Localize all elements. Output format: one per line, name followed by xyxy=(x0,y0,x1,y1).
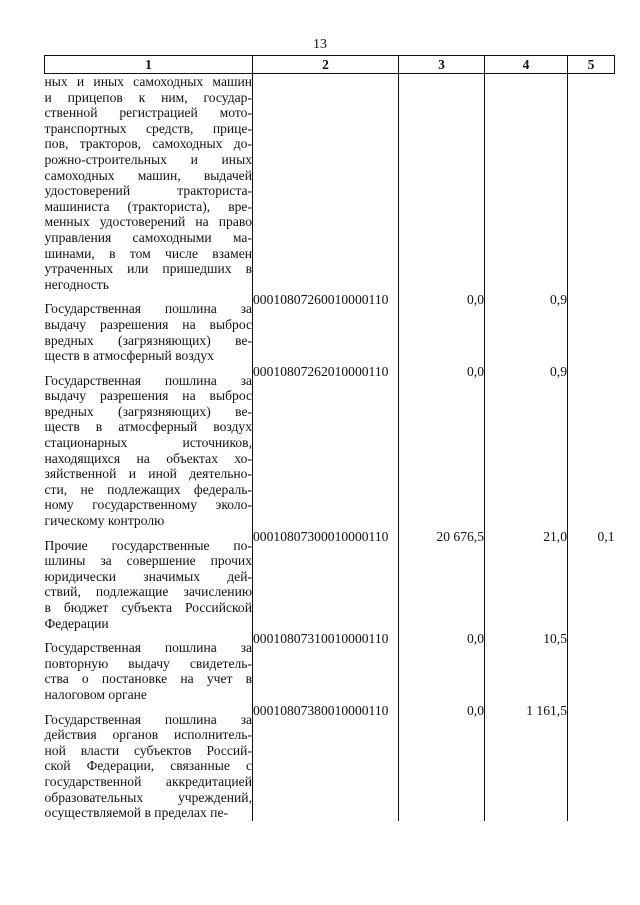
column-4-value: 1 161,5 xyxy=(485,703,568,821)
table-row xyxy=(45,703,615,821)
budget-code-cell: 00010807300010000110 xyxy=(253,529,399,632)
table-row xyxy=(45,529,615,632)
description-line: налоговом органе xyxy=(44,686,147,702)
budget-code-cell: 00010807380010000110 xyxy=(253,703,399,821)
description-line: шинами, в том числе взамен xyxy=(44,245,252,261)
table-row xyxy=(45,364,615,529)
description-line: юридически значимых дей- xyxy=(44,568,252,584)
column-4-value: 10,5 xyxy=(485,631,568,702)
column-5-value xyxy=(568,292,615,363)
description-cell xyxy=(45,631,253,702)
column-3-value: 0,0 xyxy=(399,364,485,529)
description-line: ществ в атмосферный воздух xyxy=(44,348,214,364)
column-3-value: 0,0 xyxy=(399,703,485,821)
budget-code-cell: 00010807260010000110 xyxy=(253,292,399,363)
column-5-value: 0,1 xyxy=(568,529,615,632)
description-line: ной власти субъектов Россий- xyxy=(44,742,252,758)
description-line: выдачу разрешения на выброс xyxy=(44,316,252,332)
column-4-value xyxy=(485,74,568,293)
description-line: удостоверений тракториста- xyxy=(44,183,252,199)
description-line: действия органов исполнитель- xyxy=(44,727,252,743)
column-header-2: 2 xyxy=(253,56,399,74)
description-line: ской Федерации, связанные с xyxy=(44,758,252,774)
column-3-value xyxy=(399,74,485,293)
column-3-value: 0,0 xyxy=(399,292,485,363)
description-line: выдачу разрешения на выброс xyxy=(44,388,252,404)
column-header-3: 3 xyxy=(399,56,485,74)
description-line: самоходных машин, выдачей xyxy=(44,167,252,183)
description-line: повторную выдачу свидетель- xyxy=(44,655,252,671)
description-line: сти, не подлежащих федераль- xyxy=(44,481,252,497)
budget-table xyxy=(44,55,615,821)
description-cell xyxy=(45,292,253,363)
column-header-4: 4 xyxy=(485,56,568,74)
description-line: ствий, подлежащие зачислению xyxy=(44,584,252,600)
column-4-value: 0,9 xyxy=(485,292,568,363)
budget-code-cell xyxy=(253,74,399,293)
column-5-value xyxy=(568,74,615,293)
description-line: стационарных источников, xyxy=(44,435,252,451)
column-5-value xyxy=(568,631,615,702)
column-header-1: 1 xyxy=(45,56,253,74)
column-header-5: 5 xyxy=(568,56,615,74)
description-line: Федерации xyxy=(44,615,109,631)
description-line: Государственная пошлина за xyxy=(44,711,252,727)
description-line: гическому контролю xyxy=(44,513,165,529)
column-4-value: 0,9 xyxy=(485,364,568,529)
budget-code-cell: 00010807262010000110 xyxy=(253,364,399,529)
table-row xyxy=(45,74,615,293)
description-line: Прочие государственные по- xyxy=(44,537,252,553)
table-row xyxy=(45,631,615,702)
column-3-value: 0,0 xyxy=(399,631,485,702)
description-line: образовательных учреждений, xyxy=(44,789,252,805)
budget-code-cell: 00010807310010000110 xyxy=(253,631,399,702)
description-line: и прицепов к ним, государ- xyxy=(44,89,252,105)
description-line: шлины за совершение прочих xyxy=(44,553,252,569)
description-line: транспортных средств, прице- xyxy=(44,120,252,136)
description-line: ществ в атмосферный воздух xyxy=(44,419,252,435)
description-line: вредных (загрязняющих) ве- xyxy=(44,332,252,348)
description-cell xyxy=(45,703,253,821)
description-line: менных удостоверений на право xyxy=(44,214,252,230)
description-line: пов, тракторов, самоходных до- xyxy=(44,136,252,152)
description-line: осуществляемой в пределах пе- xyxy=(44,805,229,821)
column-5-value xyxy=(568,703,615,821)
description-line: ных и иных самоходных машин xyxy=(44,74,252,89)
description-line: зяйственной и иной деятельно- xyxy=(44,466,252,482)
description-line: утраченных или пришедших в xyxy=(44,261,252,277)
description-line: Государственная пошлина за xyxy=(44,640,252,656)
description-line: ственной регистрацией мото- xyxy=(44,105,252,121)
page-number: 13 xyxy=(313,37,327,52)
table-body xyxy=(45,74,615,821)
description-line: ному государственному эколо- xyxy=(44,497,252,513)
column-3-value: 20 676,5 xyxy=(399,529,485,632)
description-cell xyxy=(45,364,253,529)
description-cell xyxy=(45,529,253,632)
table-header-row xyxy=(45,56,615,74)
column-5-value xyxy=(568,364,615,529)
description-cell xyxy=(45,74,253,293)
description-line: находящихся на объектах хо- xyxy=(44,450,252,466)
description-line: вредных (загрязняющих) ве- xyxy=(44,403,252,419)
description-line: управления самоходными ма- xyxy=(44,229,252,245)
column-4-value: 21,0 xyxy=(485,529,568,632)
table-row xyxy=(45,292,615,363)
description-line: негодность xyxy=(44,276,109,292)
description-line: в бюджет субъекта Российской xyxy=(44,600,252,615)
description-line: ства о постановке на учет в xyxy=(44,671,252,687)
description-line: рожно-строительных и иных xyxy=(44,151,252,167)
description-line: государственной аккредитацией xyxy=(44,773,252,789)
description-line: машиниста (тракториста), вре- xyxy=(44,198,252,214)
description-line: Государственная пошлина за xyxy=(44,301,252,317)
description-line: Государственная пошлина за xyxy=(44,372,252,388)
